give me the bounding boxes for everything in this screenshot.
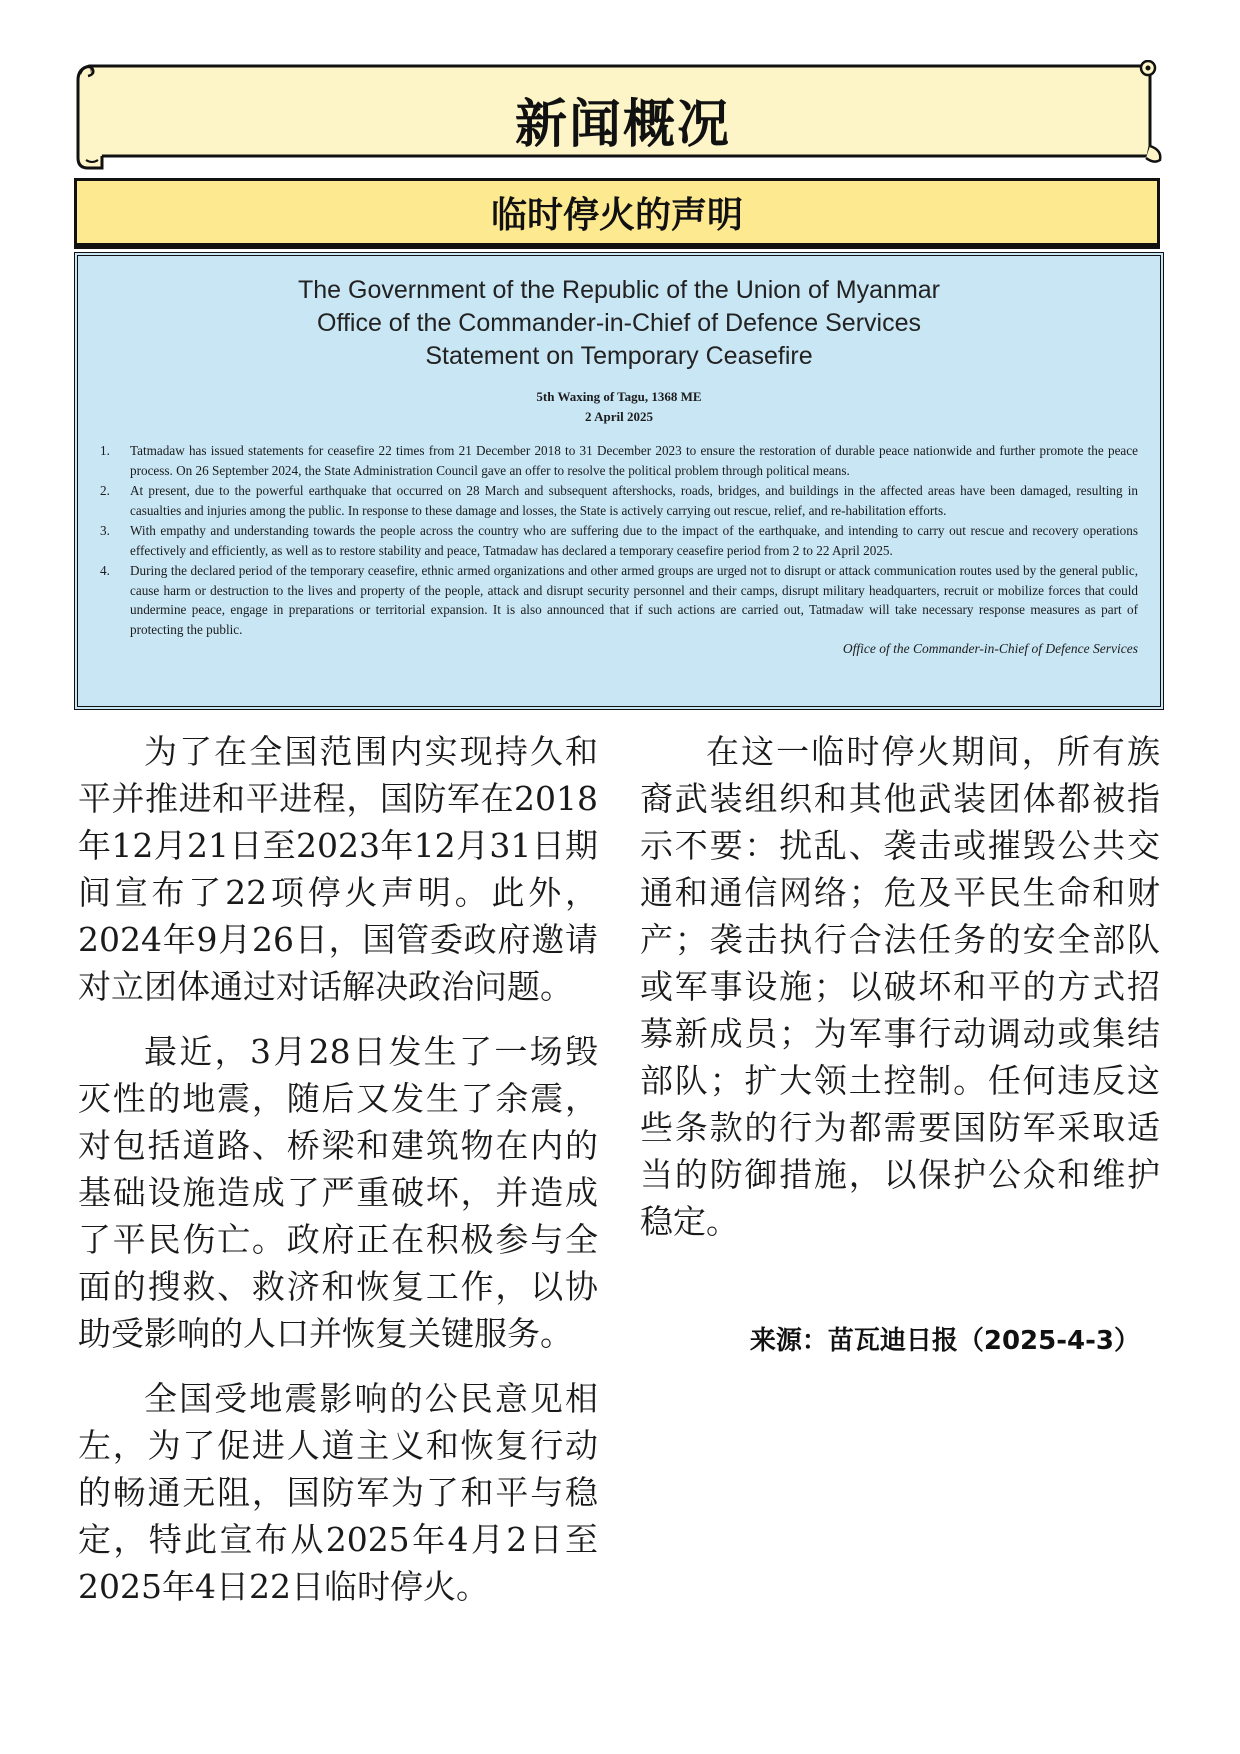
statement-list bbox=[100, 441, 1138, 639]
section-title: 临时停火的声明 bbox=[490, 194, 743, 236]
article-paragraph: 在这一临时停火期间，所有族裔武装组织和其他武装团体都被指示不要：扰乱、袭击或摧毁公共交通和通信网络；危及平民生命和财产；袭击执行合法任务的安全部队或军事设施；以破坏和平的方式招募新成员；为军事行动调动或集结部队；扩大领土控制。任何违反这些条款的行为都需要国防军采取适当的防御措施，以保护公众和维护稳定。 bbox=[640, 732, 1160, 1241]
statement-item-text: With empathy and understanding towards the people across the country who are suffering due to the impact of the earthquake, and intending to carry out rescue and recovery operations effectively and efficiently, as well as to restore stability and peace, Tatmadaw has declared a temporary ceasefire period from 2 to 22 April 2025. bbox=[130, 523, 1138, 558]
statement-heading-line: The Government of the Republic of the Union of Myanmar bbox=[298, 276, 940, 304]
page-title: 新闻概况 bbox=[514, 95, 731, 155]
section-header bbox=[74, 178, 1160, 246]
statement-heading bbox=[100, 274, 1138, 373]
statement-date bbox=[100, 387, 1138, 427]
article-paragraph: 为了在全国范围内实现持久和平并推进和平进程，国防军在2018年12月21日至2023年12月31日期间宣布了22项停火声明。此外，2024年9月26日，国管委政府邀请对立团体通过对话解决政治问题。 bbox=[78, 732, 598, 1006]
article-right-column bbox=[640, 728, 1160, 1263]
article-paragraph: 全国受地震影响的公民意见相左，为了促进人道主义和恢复行动的畅通无阻，国防军为了和平与稳定，特此宣布从2025年4月2日至2025年4日22日临时停火。 bbox=[78, 1379, 598, 1606]
statement-item-number: 3. bbox=[100, 523, 110, 538]
source-credit: 来源：苗瓦迪日报（2025-4-3） bbox=[749, 1326, 1140, 1356]
statement-item bbox=[100, 481, 1138, 520]
statement-date-gregorian: 2 April 2025 bbox=[585, 409, 653, 424]
statement-heading-line: Statement on Temporary Ceasefire bbox=[425, 342, 813, 370]
statement-signature: Office of the Commander-in-Chief of Defence Services bbox=[842, 641, 1138, 656]
statement-image bbox=[74, 252, 1164, 710]
statement-item-text: During the declared period of the temporary ceasefire, ethnic armed organizations and other armed groups are urged not to disrupt or attack communication routes used by the general public, cause harm or destruction to the lives and property of the people, attack and disrupt security personnel and their camps, disrupt military headquarters, recruit or mobilize forces that could undermine peace, engage in preparations or territorial expansion. It is also announced that if such actions are carried out, Tatmadaw will take necessary response measures as part of protecting the public. bbox=[130, 563, 1138, 637]
statement-item-number: 4. bbox=[100, 563, 110, 578]
statement-item-text: At present, due to the powerful earthquake that occurred on 28 March and subsequent aftershocks, roads, bridges, and buildings in the affected areas have been damaged, resulting in casualties and injuries among the public. In response to these damage and losses, the State is actively carrying out rescue, relief, and re-habilitation efforts. bbox=[130, 483, 1138, 518]
statement-item-number: 2. bbox=[100, 483, 110, 498]
scroll-banner bbox=[76, 60, 1170, 172]
article-left-column bbox=[78, 728, 598, 1628]
statement-item bbox=[100, 441, 1138, 480]
statement-date-myanmar: 5th Waxing of Tagu, 1368 ME bbox=[536, 389, 702, 404]
statement-item-text: Tatmadaw has issued statements for ceasefire 22 times from 21 December 2018 to 31 December 2023 to ensure the restoration of durable peace nationwide and further promote the peace process. On 26 September 2024, the State Administration Council gave an offer to resolve the political problem through political means. bbox=[130, 443, 1138, 478]
statement-heading-line: Office of the Commander-in-Chief of Defence Services bbox=[317, 309, 921, 337]
statement-item-number: 1. bbox=[100, 443, 110, 458]
statement-item bbox=[100, 561, 1138, 639]
article-paragraph: 最近，3月28日发生了一场毁灭性的地震，随后又发生了余震，对包括道路、桥梁和建筑物在内的基础设施造成了严重破坏，并造成了平民伤亡。政府正在积极参与全面的搜救、救济和恢复工作，以协助受影响的人口并恢复关键服务。 bbox=[78, 1032, 598, 1353]
statement-item bbox=[100, 521, 1138, 560]
